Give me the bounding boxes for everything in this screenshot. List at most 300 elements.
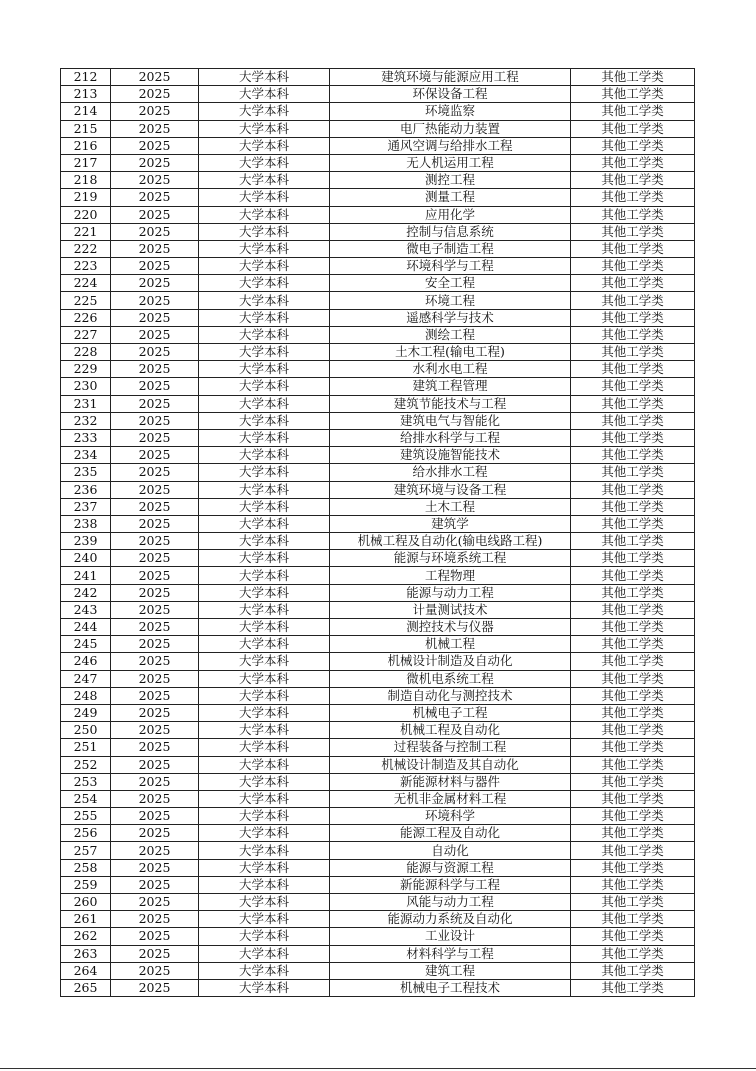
major-name-cell: 遥感科学与技术 <box>330 309 571 326</box>
education-level-cell: 大学本科 <box>199 876 330 893</box>
table-row <box>61 395 695 412</box>
table-row <box>61 154 695 171</box>
category-cell: 其他工学类 <box>571 584 695 601</box>
education-level-cell: 大学本科 <box>199 945 330 962</box>
year-cell: 2025 <box>111 429 199 446</box>
category-cell: 其他工学类 <box>571 154 695 171</box>
major-name-cell: 建筑环境与能源应用工程 <box>330 69 571 86</box>
education-level-cell: 大学本科 <box>199 447 330 464</box>
year-cell: 2025 <box>111 258 199 275</box>
table-row <box>61 825 695 842</box>
education-level-cell: 大学本科 <box>199 653 330 670</box>
category-cell: 其他工学类 <box>571 137 695 154</box>
row-number-cell: 236 <box>61 481 111 498</box>
education-level-cell: 大学本科 <box>199 550 330 567</box>
category-cell: 其他工学类 <box>571 223 695 240</box>
major-name-cell: 自动化 <box>330 842 571 859</box>
year-cell: 2025 <box>111 137 199 154</box>
row-number-cell: 231 <box>61 395 111 412</box>
category-cell: 其他工学类 <box>571 258 695 275</box>
row-number-cell: 229 <box>61 361 111 378</box>
table-row <box>61 481 695 498</box>
category-cell: 其他工学类 <box>571 979 695 996</box>
category-cell: 其他工学类 <box>571 704 695 721</box>
category-cell: 其他工学类 <box>571 498 695 515</box>
table-row <box>61 962 695 979</box>
education-level-cell: 大学本科 <box>199 120 330 137</box>
major-name-cell: 建筑电气与智能化 <box>330 412 571 429</box>
major-name-cell: 环保设备工程 <box>330 86 571 103</box>
row-number-cell: 249 <box>61 704 111 721</box>
major-name-cell: 机械设计制造及其自动化 <box>330 756 571 773</box>
table-row <box>61 670 695 687</box>
category-cell: 其他工学类 <box>571 653 695 670</box>
major-name-cell: 土木工程(输电工程) <box>330 344 571 361</box>
year-cell: 2025 <box>111 515 199 532</box>
major-name-cell: 工业设计 <box>330 928 571 945</box>
major-name-cell: 建筑设施智能技术 <box>330 447 571 464</box>
major-name-cell: 安全工程 <box>330 275 571 292</box>
table-row <box>61 275 695 292</box>
row-number-cell: 243 <box>61 601 111 618</box>
education-level-cell: 大学本科 <box>199 962 330 979</box>
row-number-cell: 258 <box>61 859 111 876</box>
year-cell: 2025 <box>111 344 199 361</box>
major-name-cell: 测控技术与仪器 <box>330 619 571 636</box>
education-level-cell: 大学本科 <box>199 258 330 275</box>
row-number-cell: 237 <box>61 498 111 515</box>
major-name-cell: 微电子制造工程 <box>330 240 571 257</box>
major-name-cell: 工程物理 <box>330 567 571 584</box>
category-cell: 其他工学类 <box>571 69 695 86</box>
category-cell: 其他工学类 <box>571 86 695 103</box>
year-cell: 2025 <box>111 361 199 378</box>
major-name-cell: 给排水科学与工程 <box>330 429 571 446</box>
row-number-cell: 240 <box>61 550 111 567</box>
education-level-cell: 大学本科 <box>199 722 330 739</box>
major-name-cell: 机械工程 <box>330 636 571 653</box>
education-level-cell: 大学本科 <box>199 619 330 636</box>
table-row <box>61 206 695 223</box>
table-row <box>61 361 695 378</box>
category-cell: 其他工学类 <box>571 567 695 584</box>
row-number-cell: 223 <box>61 258 111 275</box>
major-name-cell: 能源与动力工程 <box>330 584 571 601</box>
education-level-cell: 大学本科 <box>199 808 330 825</box>
row-number-cell: 222 <box>61 240 111 257</box>
category-cell: 其他工学类 <box>571 326 695 343</box>
education-level-cell: 大学本科 <box>199 361 330 378</box>
row-number-cell: 215 <box>61 120 111 137</box>
major-name-cell: 制造自动化与测控技术 <box>330 687 571 704</box>
major-name-cell: 能源与环境系统工程 <box>330 550 571 567</box>
row-number-cell: 261 <box>61 911 111 928</box>
education-level-cell: 大学本科 <box>199 223 330 240</box>
row-number-cell: 246 <box>61 653 111 670</box>
education-level-cell: 大学本科 <box>199 464 330 481</box>
category-cell: 其他工学类 <box>571 876 695 893</box>
education-level-cell: 大学本科 <box>199 979 330 996</box>
year-cell: 2025 <box>111 189 199 206</box>
category-cell: 其他工学类 <box>571 361 695 378</box>
major-list-table <box>60 68 695 997</box>
year-cell: 2025 <box>111 911 199 928</box>
major-name-cell: 环境工程 <box>330 292 571 309</box>
row-number-cell: 224 <box>61 275 111 292</box>
category-cell: 其他工学类 <box>571 739 695 756</box>
education-level-cell: 大学本科 <box>199 206 330 223</box>
year-cell: 2025 <box>111 292 199 309</box>
major-name-cell: 环境科学 <box>330 808 571 825</box>
table-row <box>61 429 695 446</box>
major-name-cell: 电厂热能动力装置 <box>330 120 571 137</box>
year-cell: 2025 <box>111 533 199 550</box>
row-number-cell: 227 <box>61 326 111 343</box>
row-number-cell: 235 <box>61 464 111 481</box>
education-level-cell: 大学本科 <box>199 687 330 704</box>
row-number-cell: 254 <box>61 790 111 807</box>
row-number-cell: 263 <box>61 945 111 962</box>
table-row <box>61 515 695 532</box>
year-cell: 2025 <box>111 326 199 343</box>
major-name-cell: 环境监察 <box>330 103 571 120</box>
row-number-cell: 217 <box>61 154 111 171</box>
category-cell: 其他工学类 <box>571 275 695 292</box>
category-cell: 其他工学类 <box>571 808 695 825</box>
major-name-cell: 材料科学与工程 <box>330 945 571 962</box>
education-level-cell: 大学本科 <box>199 275 330 292</box>
education-level-cell: 大学本科 <box>199 137 330 154</box>
category-cell: 其他工学类 <box>571 429 695 446</box>
category-cell: 其他工学类 <box>571 859 695 876</box>
row-number-cell: 213 <box>61 86 111 103</box>
table-row <box>61 790 695 807</box>
year-cell: 2025 <box>111 979 199 996</box>
year-cell: 2025 <box>111 395 199 412</box>
major-name-cell: 新能源材料与器件 <box>330 773 571 790</box>
row-number-cell: 252 <box>61 756 111 773</box>
major-name-cell: 建筑节能技术与工程 <box>330 395 571 412</box>
row-number-cell: 245 <box>61 636 111 653</box>
table-row <box>61 498 695 515</box>
education-level-cell: 大学本科 <box>199 859 330 876</box>
table-row <box>61 636 695 653</box>
table-row <box>61 309 695 326</box>
row-number-cell: 219 <box>61 189 111 206</box>
year-cell: 2025 <box>111 120 199 137</box>
year-cell: 2025 <box>111 722 199 739</box>
year-cell: 2025 <box>111 636 199 653</box>
education-level-cell: 大学本科 <box>199 704 330 721</box>
education-level-cell: 大学本科 <box>199 103 330 120</box>
year-cell: 2025 <box>111 86 199 103</box>
category-cell: 其他工学类 <box>571 515 695 532</box>
row-number-cell: 216 <box>61 137 111 154</box>
year-cell: 2025 <box>111 240 199 257</box>
table-body <box>61 69 695 997</box>
table-row <box>61 739 695 756</box>
category-cell: 其他工学类 <box>571 172 695 189</box>
table-row <box>61 653 695 670</box>
major-name-cell: 新能源科学与工程 <box>330 876 571 893</box>
major-name-cell: 水利水电工程 <box>330 361 571 378</box>
row-number-cell: 233 <box>61 429 111 446</box>
education-level-cell: 大学本科 <box>199 344 330 361</box>
year-cell: 2025 <box>111 172 199 189</box>
table-row <box>61 344 695 361</box>
category-cell: 其他工学类 <box>571 962 695 979</box>
year-cell: 2025 <box>111 206 199 223</box>
education-level-cell: 大学本科 <box>199 69 330 86</box>
table-row <box>61 619 695 636</box>
category-cell: 其他工学类 <box>571 481 695 498</box>
year-cell: 2025 <box>111 808 199 825</box>
category-cell: 其他工学类 <box>571 309 695 326</box>
table-row <box>61 378 695 395</box>
year-cell: 2025 <box>111 550 199 567</box>
year-cell: 2025 <box>111 739 199 756</box>
education-level-cell: 大学本科 <box>199 309 330 326</box>
row-number-cell: 253 <box>61 773 111 790</box>
category-cell: 其他工学类 <box>571 533 695 550</box>
table-row <box>61 103 695 120</box>
year-cell: 2025 <box>111 584 199 601</box>
major-name-cell: 环境科学与工程 <box>330 258 571 275</box>
year-cell: 2025 <box>111 567 199 584</box>
row-number-cell: 234 <box>61 447 111 464</box>
row-number-cell: 238 <box>61 515 111 532</box>
education-level-cell: 大学本科 <box>199 790 330 807</box>
education-level-cell: 大学本科 <box>199 773 330 790</box>
row-number-cell: 260 <box>61 894 111 911</box>
education-level-cell: 大学本科 <box>199 481 330 498</box>
major-name-cell: 机械设计制造及自动化 <box>330 653 571 670</box>
table-row <box>61 687 695 704</box>
category-cell: 其他工学类 <box>571 928 695 945</box>
category-cell: 其他工学类 <box>571 447 695 464</box>
row-number-cell: 232 <box>61 412 111 429</box>
year-cell: 2025 <box>111 601 199 618</box>
major-name-cell: 建筑环境与设备工程 <box>330 481 571 498</box>
row-number-cell: 230 <box>61 378 111 395</box>
row-number-cell: 255 <box>61 808 111 825</box>
major-name-cell: 无人机运用工程 <box>330 154 571 171</box>
major-name-cell: 无机非金属材料工程 <box>330 790 571 807</box>
row-number-cell: 257 <box>61 842 111 859</box>
category-cell: 其他工学类 <box>571 945 695 962</box>
education-level-cell: 大学本科 <box>199 378 330 395</box>
year-cell: 2025 <box>111 687 199 704</box>
year-cell: 2025 <box>111 498 199 515</box>
year-cell: 2025 <box>111 154 199 171</box>
category-cell: 其他工学类 <box>571 636 695 653</box>
table-row <box>61 567 695 584</box>
education-level-cell: 大学本科 <box>199 429 330 446</box>
education-level-cell: 大学本科 <box>199 498 330 515</box>
education-level-cell: 大学本科 <box>199 739 330 756</box>
education-level-cell: 大学本科 <box>199 395 330 412</box>
row-number-cell: 225 <box>61 292 111 309</box>
category-cell: 其他工学类 <box>571 842 695 859</box>
table-row <box>61 911 695 928</box>
year-cell: 2025 <box>111 894 199 911</box>
year-cell: 2025 <box>111 447 199 464</box>
table-row <box>61 240 695 257</box>
year-cell: 2025 <box>111 481 199 498</box>
year-cell: 2025 <box>111 103 199 120</box>
major-name-cell: 计量测试技术 <box>330 601 571 618</box>
table-row <box>61 876 695 893</box>
table-row <box>61 928 695 945</box>
row-number-cell: 241 <box>61 567 111 584</box>
category-cell: 其他工学类 <box>571 894 695 911</box>
table-row <box>61 533 695 550</box>
education-level-cell: 大学本科 <box>199 240 330 257</box>
year-cell: 2025 <box>111 859 199 876</box>
category-cell: 其他工学类 <box>571 240 695 257</box>
major-name-cell: 微机电系统工程 <box>330 670 571 687</box>
table-row <box>61 859 695 876</box>
education-level-cell: 大学本科 <box>199 412 330 429</box>
education-level-cell: 大学本科 <box>199 189 330 206</box>
category-cell: 其他工学类 <box>571 550 695 567</box>
major-name-cell: 通风空调与给排水工程 <box>330 137 571 154</box>
year-cell: 2025 <box>111 69 199 86</box>
major-name-cell: 土木工程 <box>330 498 571 515</box>
table-row <box>61 584 695 601</box>
table-row <box>61 773 695 790</box>
category-cell: 其他工学类 <box>571 911 695 928</box>
table-row <box>61 808 695 825</box>
year-cell: 2025 <box>111 773 199 790</box>
table-row <box>61 842 695 859</box>
category-cell: 其他工学类 <box>571 464 695 481</box>
education-level-cell: 大学本科 <box>199 567 330 584</box>
category-cell: 其他工学类 <box>571 773 695 790</box>
row-number-cell: 221 <box>61 223 111 240</box>
major-name-cell: 过程装备与控制工程 <box>330 739 571 756</box>
year-cell: 2025 <box>111 842 199 859</box>
row-number-cell: 242 <box>61 584 111 601</box>
category-cell: 其他工学类 <box>571 103 695 120</box>
education-level-cell: 大学本科 <box>199 842 330 859</box>
major-name-cell: 机械工程及自动化(输电线路工程) <box>330 533 571 550</box>
table-row <box>61 86 695 103</box>
category-cell: 其他工学类 <box>571 412 695 429</box>
major-name-cell: 测绘工程 <box>330 326 571 343</box>
row-number-cell: 220 <box>61 206 111 223</box>
row-number-cell: 212 <box>61 69 111 86</box>
education-level-cell: 大学本科 <box>199 515 330 532</box>
table-row <box>61 326 695 343</box>
row-number-cell: 239 <box>61 533 111 550</box>
row-number-cell: 259 <box>61 876 111 893</box>
major-name-cell: 控制与信息系统 <box>330 223 571 240</box>
year-cell: 2025 <box>111 412 199 429</box>
year-cell: 2025 <box>111 928 199 945</box>
year-cell: 2025 <box>111 876 199 893</box>
category-cell: 其他工学类 <box>571 395 695 412</box>
category-cell: 其他工学类 <box>571 120 695 137</box>
category-cell: 其他工学类 <box>571 670 695 687</box>
education-level-cell: 大学本科 <box>199 584 330 601</box>
major-name-cell: 测控工程 <box>330 172 571 189</box>
education-level-cell: 大学本科 <box>199 326 330 343</box>
education-level-cell: 大学本科 <box>199 636 330 653</box>
table-row <box>61 120 695 137</box>
major-name-cell: 给水排水工程 <box>330 464 571 481</box>
category-cell: 其他工学类 <box>571 344 695 361</box>
education-level-cell: 大学本科 <box>199 86 330 103</box>
table-row <box>61 756 695 773</box>
category-cell: 其他工学类 <box>571 825 695 842</box>
row-number-cell: 218 <box>61 172 111 189</box>
table-row <box>61 258 695 275</box>
major-name-cell: 应用化学 <box>330 206 571 223</box>
category-cell: 其他工学类 <box>571 292 695 309</box>
year-cell: 2025 <box>111 962 199 979</box>
category-cell: 其他工学类 <box>571 790 695 807</box>
table-row <box>61 189 695 206</box>
category-cell: 其他工学类 <box>571 722 695 739</box>
page-bottom-rule <box>0 1068 756 1069</box>
year-cell: 2025 <box>111 756 199 773</box>
row-number-cell: 247 <box>61 670 111 687</box>
year-cell: 2025 <box>111 378 199 395</box>
category-cell: 其他工学类 <box>571 601 695 618</box>
major-name-cell: 建筑学 <box>330 515 571 532</box>
category-cell: 其他工学类 <box>571 206 695 223</box>
row-number-cell: 244 <box>61 619 111 636</box>
row-number-cell: 248 <box>61 687 111 704</box>
category-cell: 其他工学类 <box>571 189 695 206</box>
category-cell: 其他工学类 <box>571 756 695 773</box>
row-number-cell: 214 <box>61 103 111 120</box>
major-name-cell: 机械电子工程技术 <box>330 979 571 996</box>
table-row <box>61 704 695 721</box>
category-cell: 其他工学类 <box>571 619 695 636</box>
education-level-cell: 大学本科 <box>199 825 330 842</box>
education-level-cell: 大学本科 <box>199 928 330 945</box>
row-number-cell: 264 <box>61 962 111 979</box>
education-level-cell: 大学本科 <box>199 894 330 911</box>
category-cell: 其他工学类 <box>571 687 695 704</box>
year-cell: 2025 <box>111 223 199 240</box>
row-number-cell: 250 <box>61 722 111 739</box>
major-name-cell: 能源工程及自动化 <box>330 825 571 842</box>
major-name-cell: 能源与资源工程 <box>330 859 571 876</box>
year-cell: 2025 <box>111 464 199 481</box>
table-row <box>61 412 695 429</box>
row-number-cell: 265 <box>61 979 111 996</box>
year-cell: 2025 <box>111 790 199 807</box>
year-cell: 2025 <box>111 653 199 670</box>
education-level-cell: 大学本科 <box>199 756 330 773</box>
education-level-cell: 大学本科 <box>199 154 330 171</box>
row-number-cell: 262 <box>61 928 111 945</box>
table-row <box>61 172 695 189</box>
table-row <box>61 945 695 962</box>
education-level-cell: 大学本科 <box>199 292 330 309</box>
row-number-cell: 226 <box>61 309 111 326</box>
table-row <box>61 722 695 739</box>
education-level-cell: 大学本科 <box>199 533 330 550</box>
education-level-cell: 大学本科 <box>199 601 330 618</box>
row-number-cell: 256 <box>61 825 111 842</box>
table-row <box>61 137 695 154</box>
year-cell: 2025 <box>111 704 199 721</box>
major-name-cell: 机械电子工程 <box>330 704 571 721</box>
